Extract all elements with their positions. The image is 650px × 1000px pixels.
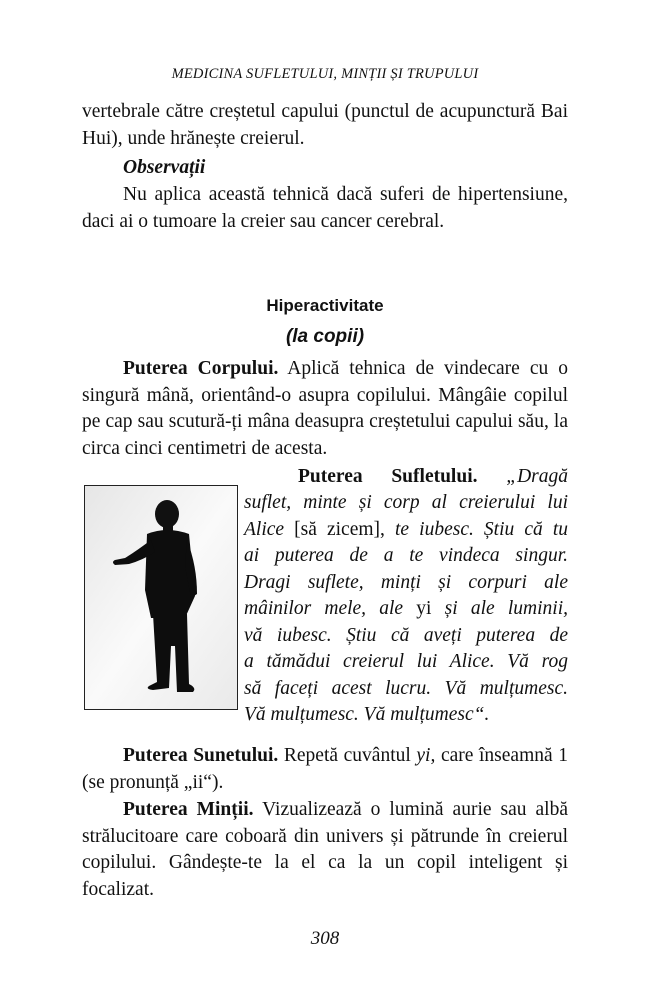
paragraph-continuation: vertebrale către creștetul capului (punctul de acupunctură Bai Hui), unde hrănește creierul.	[82, 101, 568, 149]
soul-power-label: Puterea Sufletului.	[298, 466, 478, 487]
page-number: 308	[310, 928, 340, 949]
mind-power-label: Puterea Minții.	[123, 799, 254, 820]
mind-power-paragraph: Puterea Minții. Vizualizează o lumină aurie sau albă strălucitoare care coboară din univers și pătrunde în creierul copilului. Gândește-te la el ca la un copil inteligent și focalizat.	[82, 799, 568, 900]
sound-power-paragraph: Puterea Sunetului. Repetă cuvântul yi, care înseamnă 1 (se pronunță „ii“).	[82, 745, 568, 793]
sound-power-label: Puterea Sunetului.	[123, 745, 279, 766]
soul-power-lines: suflet, minte și corp al creierului lui Alice [să zicem], te iubesc. Știu că tu ai puterea de a te vindeca singur. Dragi suflete, minți și corpuri ale mâinilor mele, ale yi și ale luminii, vă iubesc. Știu că aveți puterea de a tămădui creierul lui Alice. Vă rog să faceți acest lucru. Vă mulțumesc. Vă mulțumesc. Vă mulțumesc“.	[244, 492, 569, 725]
observations-text: Nu aplica această tehnică dacă suferi de hipertensiune, daci ai o tumoare la creier sau cancer cerebral.	[82, 184, 568, 232]
observations-heading	[82, 155, 568, 182]
photo-man-pointing	[84, 485, 238, 710]
body-power-text: Aplică tehnica de vindecare cu o singură mână, orientând-o asupra copilului. Mângâie copilul pe cap sau scutură-ți mâna deasupra creștetului capului său, la circa cinci centimetri de acesta.	[82, 358, 568, 459]
man-silhouette-image	[85, 486, 238, 710]
soul-power-line-1: Puterea Sufletului. „Dragă	[298, 466, 569, 487]
running-header: MEDICINA SUFLETULUI, MINȚII ȘI TRUPULUI	[171, 66, 479, 82]
section-title: Hiperactivitate	[266, 296, 384, 315]
section-subtitle: (la copii)	[285, 326, 365, 347]
observations-heading-text: Observații	[123, 157, 206, 178]
body-power-paragraph	[82, 356, 568, 462]
body-power-label: Puterea Corpului.	[123, 358, 279, 379]
